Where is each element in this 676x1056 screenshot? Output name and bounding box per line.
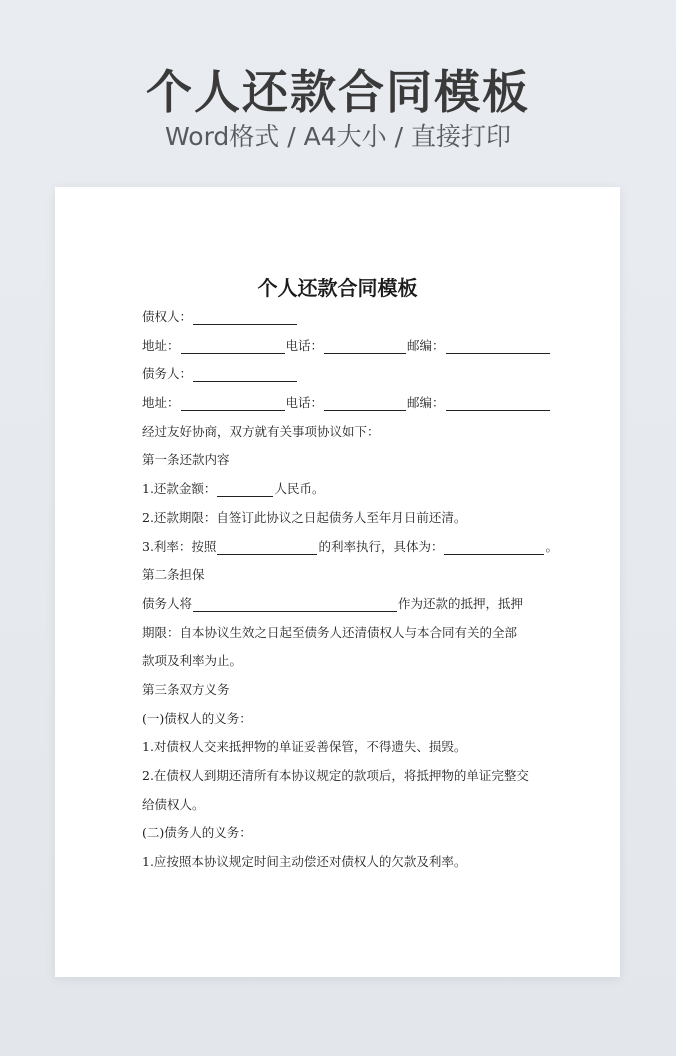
article-2-line-1 bbox=[142, 590, 538, 619]
article-3-sub-1-item-1: 1.对债权人交来抵押物的单证妥善保管，不得遗失、损毁。 bbox=[142, 739, 467, 755]
collateral-text: 作为还款的抵押，抵押 bbox=[398, 595, 524, 611]
postcode-label: 邮编： bbox=[407, 337, 445, 353]
postcode-blank[interactable] bbox=[446, 338, 550, 354]
postcode-blank[interactable] bbox=[446, 395, 550, 411]
creditor-line bbox=[142, 303, 538, 332]
debtor-blank[interactable] bbox=[193, 366, 297, 382]
debtor-line bbox=[142, 360, 538, 389]
article-1-item-3 bbox=[142, 533, 558, 562]
postcode-label: 邮编： bbox=[407, 395, 445, 411]
banner-subtitle: Word格式 / A4大小 / 直接打印 bbox=[165, 122, 511, 151]
article-3-sub-2-title: (二)债务人的义务： bbox=[142, 825, 252, 841]
intro-text: 经过友好协商，双方就有关事项协议如下： bbox=[142, 423, 380, 439]
phone-blank[interactable] bbox=[324, 338, 406, 354]
address-label: 地址： bbox=[142, 337, 180, 353]
document-title: 个人还款合同模板 bbox=[257, 276, 418, 300]
rate-mid-text: 的利率执行，具体为： bbox=[318, 538, 444, 554]
debtor-label: 债务人： bbox=[142, 366, 193, 382]
creditor-label: 债权人： bbox=[142, 309, 193, 324]
document-body bbox=[142, 303, 558, 877]
article-1-item-2: 2.还款期限：自签订此协议之日起债务人至年月日前还清。 bbox=[142, 509, 467, 525]
rate-end-text: 。 bbox=[545, 538, 558, 554]
article-3-sub-1-title: (一)债权人的义务： bbox=[142, 710, 252, 726]
amount-label: 1.还款金额： bbox=[142, 481, 217, 497]
rate-label: 3.利率：按照 bbox=[142, 538, 217, 554]
address-label: 地址： bbox=[142, 395, 180, 411]
collateral-label: 债务人将 bbox=[142, 595, 193, 611]
address-blank[interactable] bbox=[181, 395, 285, 411]
article-3-title: 第三条双方义务 bbox=[142, 681, 230, 697]
article-1-title: 第一条还款内容 bbox=[142, 452, 230, 468]
currency-text: 人民币。 bbox=[274, 481, 325, 497]
document-page bbox=[55, 187, 620, 977]
rate-detail-blank[interactable] bbox=[444, 539, 544, 555]
collateral-blank[interactable] bbox=[193, 596, 397, 612]
rate-blank[interactable] bbox=[217, 539, 317, 555]
article-3-sub-1-item-2-line-1: 2.在债权人到期还清所有本协议规定的款项后，将抵押物的单证完整交 bbox=[142, 768, 529, 783]
phone-blank[interactable] bbox=[324, 395, 406, 411]
phone-label: 电话： bbox=[285, 395, 324, 411]
article-2-title: 第二条担保 bbox=[142, 567, 205, 583]
banner-title: 个人还款合同模板 bbox=[146, 65, 530, 119]
address-blank[interactable] bbox=[181, 338, 285, 354]
creditor-address-line bbox=[142, 332, 538, 361]
article-3-sub-2-item-1: 1.应按照本协议规定时间主动偿还对债权人的欠款及利率。 bbox=[142, 854, 467, 870]
amount-blank[interactable] bbox=[217, 481, 273, 497]
phone-label: 电话： bbox=[285, 337, 324, 353]
article-3-sub-1-item-2-line-2: 给债权人。 bbox=[142, 796, 205, 812]
article-2-line-3: 款项及利率为止。 bbox=[142, 653, 243, 669]
debtor-address-line bbox=[142, 389, 538, 418]
article-2-line-2: 期限：自本协议生效之日起至债务人还清债权人与本合同有关的全部 bbox=[142, 624, 518, 640]
creditor-blank[interactable] bbox=[193, 309, 297, 325]
article-1-item-1 bbox=[142, 475, 538, 504]
